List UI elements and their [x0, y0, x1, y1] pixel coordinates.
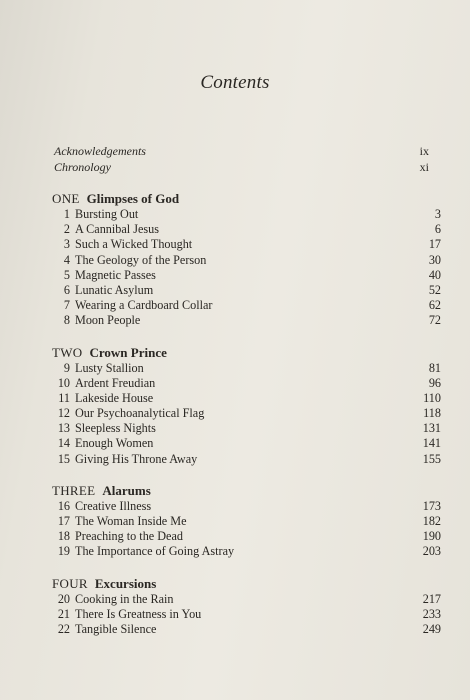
chapter-entry — [52, 237, 441, 252]
chapter-page: 118 — [423, 406, 441, 421]
chapter-entry — [52, 592, 441, 607]
chapter-page: 203 — [422, 544, 441, 559]
chapter-title: Moon People — [75, 313, 141, 328]
chapter-page: 40 — [428, 267, 441, 282]
part-heading — [52, 344, 441, 361]
chapter-page: 173 — [422, 498, 441, 513]
chapter-page: 233 — [422, 606, 441, 621]
chapter-entry — [52, 607, 441, 622]
chapter-entry — [52, 514, 441, 529]
chapter-number: 20 — [57, 591, 70, 606]
front-matter-label: Acknowledgements — [54, 144, 146, 158]
chapter-number: 13 — [57, 421, 70, 436]
chapter-entry — [52, 313, 441, 328]
chapter-number: 4 — [63, 252, 70, 267]
chapter-entry — [52, 529, 441, 544]
chapter-page: 141 — [422, 436, 441, 451]
part-number: TWO — [52, 344, 83, 360]
chapter-title: Tangible Silence — [75, 621, 157, 636]
part-heading — [52, 190, 441, 207]
chapter-title: Our Psychoanalytical Flag — [75, 406, 205, 421]
chapter-number: 15 — [57, 451, 70, 466]
chapter-entry — [52, 622, 441, 637]
part-heading — [52, 575, 441, 592]
part-name: Glimpses of God — [86, 191, 180, 206]
chapter-number: 18 — [57, 529, 70, 544]
chapter-page: 182 — [422, 514, 441, 528]
chapter-page: 52 — [428, 282, 441, 297]
front-matter-item — [54, 144, 429, 160]
chapter-page: 62 — [428, 298, 441, 313]
chapter-title: The Importance of Going Astray — [75, 544, 235, 559]
front-matter-page: ix — [419, 144, 429, 158]
chapter-number: 7 — [63, 298, 70, 313]
chapter-page: 155 — [422, 451, 441, 466]
chapter-page: 190 — [422, 529, 441, 544]
chapter-page: 110 — [423, 390, 441, 405]
chapter-title: The Woman Inside Me — [75, 514, 187, 528]
chapter-title: Creative Illness — [75, 498, 152, 513]
chapter-entry — [52, 207, 441, 222]
chapter-number: 19 — [57, 544, 70, 559]
chapter-page: 6 — [434, 222, 441, 237]
part-number: ONE — [52, 191, 80, 206]
chapter-entry — [52, 391, 441, 406]
front-matter-list — [54, 144, 429, 175]
chapter-title: Such a Wicked Thought — [75, 237, 193, 252]
chapter-page: 217 — [422, 591, 441, 606]
chapter-number: 10 — [57, 375, 70, 390]
chapter-entry — [52, 406, 441, 421]
part-section — [52, 575, 441, 638]
chapter-number: 14 — [57, 436, 70, 451]
part-name: Excursions — [94, 575, 157, 591]
chapter-title: There Is Greatness in You — [75, 606, 202, 621]
part-heading — [52, 482, 441, 499]
chapter-title: The Geology of the Person — [75, 252, 207, 267]
chapter-title: Bursting Out — [75, 207, 139, 221]
chapter-number: 2 — [63, 222, 70, 237]
part-section — [52, 344, 441, 467]
chapter-entry — [52, 421, 441, 436]
chapter-number: 11 — [58, 390, 70, 405]
chapter-entry — [52, 253, 441, 268]
part-section — [52, 482, 441, 560]
part-section — [52, 190, 441, 329]
chapter-title: Lunatic Asylum — [75, 282, 154, 297]
part-name: Alarums — [102, 482, 151, 498]
chapter-number: 17 — [57, 514, 70, 528]
chapter-page: 96 — [428, 375, 441, 390]
chapter-page: 30 — [428, 252, 441, 267]
chapter-number: 21 — [57, 606, 70, 621]
chapter-entry — [52, 283, 441, 298]
front-matter-item — [54, 160, 429, 176]
chapter-entry — [52, 452, 441, 467]
chapter-number: 5 — [63, 267, 70, 282]
chapter-number: 8 — [63, 313, 70, 328]
chapter-page: 81 — [428, 360, 441, 375]
chapter-title: Giving His Throne Away — [75, 451, 198, 466]
chapter-page: 17 — [428, 237, 441, 252]
chapter-entry — [52, 222, 441, 237]
chapter-entry — [52, 361, 441, 376]
chapter-title: A Cannibal Jesus — [75, 222, 159, 237]
chapter-entry — [52, 298, 441, 313]
chapter-title: Magnetic Passes — [75, 267, 156, 282]
chapter-title: Ardent Freudian — [75, 375, 156, 390]
chapter-number: 6 — [63, 282, 70, 297]
chapter-entry — [52, 544, 441, 559]
part-name: Crown Prince — [89, 344, 167, 360]
part-number: FOUR — [52, 575, 88, 591]
chapter-number: 12 — [57, 406, 70, 421]
chapter-number: 22 — [57, 621, 70, 636]
chapter-page: 249 — [422, 621, 441, 636]
part-number: THREE — [52, 482, 96, 498]
chapter-entry — [52, 436, 441, 451]
chapter-title: Cooking in the Rain — [75, 591, 174, 606]
front-matter-label: Chronology — [54, 159, 111, 174]
chapter-title: Lusty Stallion — [75, 360, 144, 375]
chapter-title: Wearing a Cardboard Collar — [75, 298, 213, 313]
chapter-entry — [52, 268, 441, 283]
page-title: Contents — [200, 72, 270, 93]
front-matter-page: xi — [419, 159, 429, 174]
chapter-page: 72 — [428, 313, 441, 328]
chapter-entry — [52, 499, 441, 514]
chapter-number: 16 — [57, 498, 70, 513]
chapter-page: 131 — [422, 421, 441, 436]
chapter-title: Enough Women — [75, 436, 154, 451]
chapter-title: Preaching to the Dead — [75, 529, 183, 544]
chapter-number: 3 — [63, 237, 70, 252]
chapter-title: Sleepless Nights — [75, 421, 156, 436]
chapter-page: 3 — [434, 207, 441, 221]
chapter-number: 1 — [63, 207, 70, 221]
chapter-title: Lakeside House — [75, 390, 154, 405]
chapter-entry — [52, 376, 441, 391]
contents-parts — [52, 190, 441, 652]
chapter-number: 9 — [63, 360, 70, 375]
